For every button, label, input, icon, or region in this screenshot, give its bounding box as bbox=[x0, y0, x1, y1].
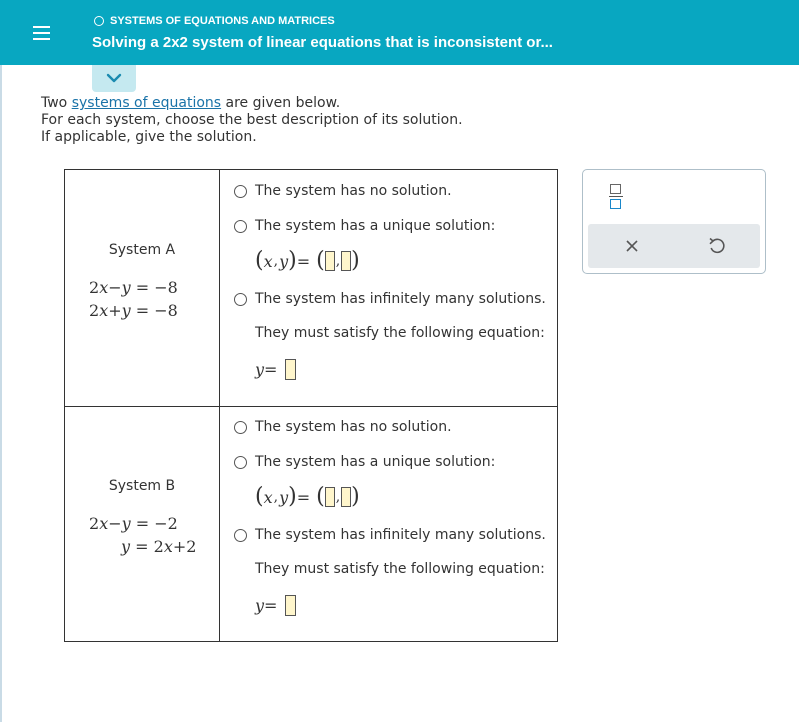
circle-icon bbox=[94, 16, 104, 26]
system-b-infinite-solutions-option[interactable] bbox=[234, 527, 546, 543]
instruction-line-3: If applicable, give the solution. bbox=[41, 129, 257, 145]
option-label: The system has no solution. bbox=[255, 419, 452, 435]
system-b-y-equation: y = bbox=[255, 595, 296, 616]
system-b-label: System B bbox=[108, 478, 176, 494]
instruction-text: Two bbox=[41, 95, 72, 111]
systems-of-equations-link[interactable]: systems of equations bbox=[71, 95, 222, 111]
system-a-infinite-solutions-option[interactable] bbox=[234, 291, 546, 307]
instructions bbox=[41, 95, 463, 146]
radio-button[interactable] bbox=[234, 529, 247, 542]
hamburger-menu-icon[interactable] bbox=[24, 20, 58, 48]
systems-table bbox=[64, 169, 558, 642]
chevron-down-icon bbox=[106, 72, 122, 84]
system-a-unique-solution-option[interactable] bbox=[234, 218, 495, 234]
left-border bbox=[0, 65, 2, 722]
expand-header-button[interactable] bbox=[92, 65, 136, 92]
option-label: The system has no solution. bbox=[255, 183, 452, 199]
topic-label: SYSTEMS OF EQUATIONS AND MATRICES bbox=[110, 15, 335, 27]
radio-button[interactable] bbox=[234, 220, 247, 233]
system-a-must-satisfy-text: They must satisfy the following equation: bbox=[255, 325, 545, 341]
system-b-x-input[interactable] bbox=[325, 487, 335, 507]
system-a-y-input[interactable] bbox=[341, 251, 351, 271]
system-b-eq1: 2x−y = −2 bbox=[89, 514, 178, 533]
system-b-y-input[interactable] bbox=[341, 487, 351, 507]
page-title: Solving a 2x2 system of linear equations that is inconsistent or... bbox=[92, 34, 553, 51]
system-a-y-equation: y = bbox=[255, 359, 296, 380]
fraction-icon[interactable] bbox=[609, 182, 623, 212]
instruction-line-1 bbox=[41, 95, 463, 112]
topic-heading bbox=[94, 15, 335, 27]
system-a-no-solution-option[interactable] bbox=[234, 183, 452, 199]
system-a-eq1: 2x−y = −8 bbox=[89, 278, 178, 297]
tool-action-bar bbox=[588, 224, 760, 268]
system-a-y-equation-input[interactable] bbox=[285, 359, 296, 380]
radio-button[interactable] bbox=[234, 456, 247, 469]
system-a-label: System A bbox=[108, 242, 176, 258]
instruction-line-2: For each system, choose the best description of its solution. bbox=[41, 112, 463, 128]
option-label: The system has infinitely many solutions. bbox=[255, 527, 546, 543]
system-a-eq2: 2x+y = −8 bbox=[89, 301, 178, 320]
option-label: The system has a unique solution: bbox=[255, 218, 496, 234]
radio-button[interactable] bbox=[234, 185, 247, 198]
system-b-eq2: y = 2x+2 bbox=[121, 537, 197, 556]
system-a-equations bbox=[89, 276, 178, 322]
system-b-must-satisfy-text: They must satisfy the following equation: bbox=[255, 561, 545, 577]
radio-button[interactable] bbox=[234, 421, 247, 434]
close-icon[interactable] bbox=[622, 236, 642, 256]
system-a-xy-answer: ( x , y ) = ( , ) bbox=[255, 248, 360, 273]
header-bar bbox=[0, 0, 799, 65]
system-b-y-equation-input[interactable] bbox=[285, 595, 296, 616]
system-b-xy-answer: ( x , y ) = ( , ) bbox=[255, 484, 360, 509]
radio-button[interactable] bbox=[234, 293, 247, 306]
math-tool-panel bbox=[582, 169, 766, 274]
system-b-equations bbox=[89, 512, 196, 558]
option-label: The system has a unique solution: bbox=[255, 454, 496, 470]
system-b-unique-solution-option[interactable] bbox=[234, 454, 495, 470]
undo-icon[interactable] bbox=[706, 235, 728, 257]
option-label: The system has infinitely many solutions. bbox=[255, 291, 546, 307]
table-divider-horizontal bbox=[65, 406, 557, 407]
system-a-x-input[interactable] bbox=[325, 251, 335, 271]
instruction-text: are given below. bbox=[221, 95, 341, 111]
system-b-no-solution-option[interactable] bbox=[234, 419, 452, 435]
